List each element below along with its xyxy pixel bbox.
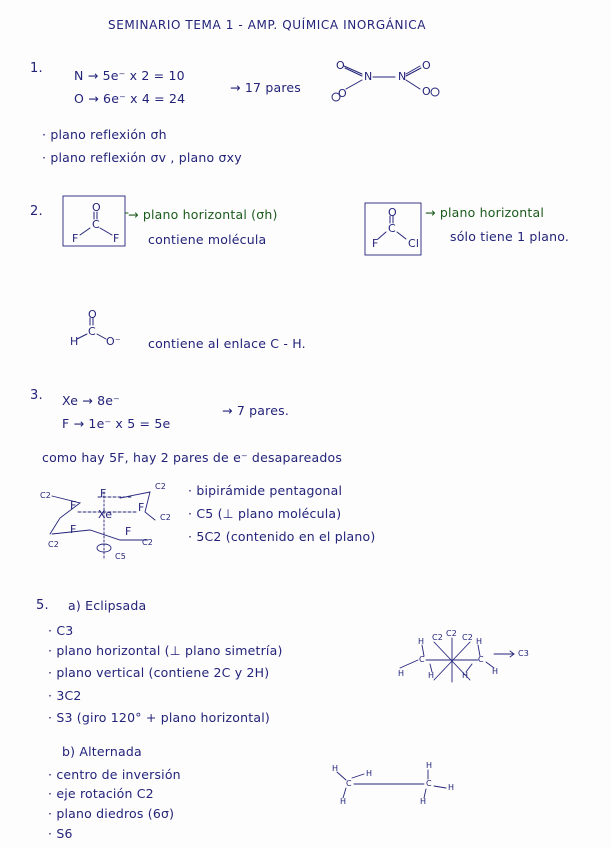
s5-eclipsed-heading: a) Eclipsada <box>68 598 147 613</box>
eclipsed-axis-c2: C2 <box>446 629 458 638</box>
s3-bullet-1: · bipirámide pentagonal <box>188 483 343 498</box>
formate-atom-h: H <box>70 335 79 348</box>
xef5-atom-f: F <box>70 499 77 512</box>
staggered-atom-h: H <box>426 761 433 770</box>
formate-atom-o: O <box>88 308 97 321</box>
s3-bullet-3: · 5C2 (contenido en el plano) <box>188 529 376 544</box>
cof2-atom-c: C <box>92 218 100 231</box>
section-5-number: 5. <box>36 598 49 613</box>
cofcl-atom-c: C <box>388 222 396 235</box>
s1-equation-o: O → 6e⁻ x 4 = 24 <box>74 91 186 106</box>
eclipsed-atom-h: H <box>418 637 425 646</box>
n2o4-atom-o: O <box>338 87 347 100</box>
eclipsed-axis-c3: C3 <box>518 649 530 658</box>
xef5-axis-c5: C5 <box>115 552 127 561</box>
cofcl-atom-f: F <box>372 237 379 250</box>
s2-sub-1: contiene molécula <box>148 232 267 247</box>
n2o4-bonds <box>332 66 439 101</box>
xef5-atom-f: F <box>100 487 107 500</box>
s2-label-1: → plano horizontal (σh) <box>128 207 278 222</box>
s5-staggered-2: · eje rotación C2 <box>48 786 154 801</box>
staggered-ethane-bonds <box>337 770 446 798</box>
cofcl-atom-cl: Cl <box>408 237 420 250</box>
eclipsed-ethane-bonds <box>400 638 514 682</box>
xef5-axis-c2: C2 <box>40 491 52 500</box>
staggered-atom-h: H <box>340 797 347 806</box>
xef5-axis-c2: C2 <box>160 513 172 522</box>
s5-staggered-4: · S6 <box>48 826 73 841</box>
s1-result: → 17 pares <box>230 80 301 95</box>
xef5-atom-f: F <box>70 523 77 536</box>
staggered-atom-h: H <box>366 769 373 778</box>
cof2-atom-f: F <box>72 232 79 245</box>
s3-equation-xe: Xe → 8e⁻ <box>62 393 120 408</box>
n2o4-atom-o: O <box>336 59 345 72</box>
cof2-atom-f: F <box>113 232 120 245</box>
eclipsed-atom-h: H <box>492 667 499 676</box>
cofcl-box <box>365 203 421 255</box>
section-3-number: 3. <box>30 388 43 403</box>
s5-staggered-3: · plano diedros (6σ) <box>48 806 175 821</box>
eclipsed-atom-h: H <box>476 637 483 646</box>
section-2-number: 2. <box>30 204 43 219</box>
eclipsed-axis-c2: C2 <box>462 633 474 642</box>
cofcl-atom-o: O <box>388 206 397 219</box>
xef5-axis-c2: C2 <box>155 482 167 491</box>
s1-bullet-2: · plano reflexión σv , plano σxy <box>42 150 242 165</box>
s5-staggered-heading: b) Alternada <box>62 744 142 759</box>
formate-atom-o-minus: O⁻ <box>106 335 121 348</box>
page-title: SEMINARIO TEMA 1 - AMP. QUÍMICA INORGÁNICA <box>108 18 427 32</box>
s3-result: → 7 pares. <box>222 403 290 418</box>
staggered-atom-h: H <box>420 797 427 806</box>
staggered-atom-c: C <box>426 779 432 788</box>
n2o4-atom-o: O <box>422 59 431 72</box>
s2-sub-2: sólo tiene 1 plano. <box>450 229 570 244</box>
s3-line: como hay 5F, hay 2 pares de e⁻ desapareados <box>42 450 343 465</box>
s2-label-2: → plano horizontal <box>425 205 545 220</box>
s5-eclipsed-4: · 3C2 <box>48 688 82 703</box>
n2o4-atom-o: O <box>422 85 431 98</box>
formate-atom-c: C <box>88 325 96 338</box>
eclipsed-atom-h: H <box>428 671 435 680</box>
staggered-atom-c: C <box>346 779 352 788</box>
staggered-atom-h: H <box>332 764 339 773</box>
xef5-atom-f: F <box>138 501 145 514</box>
xef5-atom-f: F <box>125 525 132 538</box>
eclipsed-atom-c: C <box>419 655 425 664</box>
xef5-pentagon <box>50 492 155 560</box>
xef5-axis-c2: C2 <box>142 538 154 547</box>
s5-eclipsed-1: · C3 <box>48 623 74 638</box>
s5-staggered-1: · centro de inversión <box>48 767 181 782</box>
s5-eclipsed-3: · plano vertical (contiene 2C y 2H) <box>48 665 270 680</box>
s2-label-3: contiene al enlace C - H. <box>148 336 306 351</box>
staggered-atom-h: H <box>448 783 455 792</box>
eclipsed-atom-h: H <box>462 671 469 680</box>
cof2-box <box>63 196 128 246</box>
section-1-number: 1. <box>30 61 43 76</box>
s5-eclipsed-2: · plano horizontal (⊥ plano simetría) <box>48 643 283 658</box>
xef5-axis-c2: C2 <box>48 540 60 549</box>
n2o4-atom-n: N <box>398 70 407 83</box>
s3-bullet-2: · C5 (⊥ plano molécula) <box>188 506 342 521</box>
eclipsed-atom-c: C <box>478 655 484 664</box>
eclipsed-axis-c2: C2 <box>432 633 444 642</box>
cof2-atom-o: O <box>92 201 101 214</box>
s5-eclipsed-5: · S3 (giro 120° + plano horizontal) <box>48 710 270 725</box>
s1-equation-n: N → 5e⁻ x 2 = 10 <box>74 68 185 83</box>
xef5-atom-xe: Xe <box>98 508 113 521</box>
formate-bonds <box>77 318 106 339</box>
s3-equation-f: F → 1e⁻ x 5 = 5e <box>62 416 171 431</box>
s1-bullet-1: · plano reflexión σh <box>42 127 167 142</box>
n2o4-atom-n: N <box>364 70 373 83</box>
eclipsed-atom-h: H <box>398 669 405 678</box>
